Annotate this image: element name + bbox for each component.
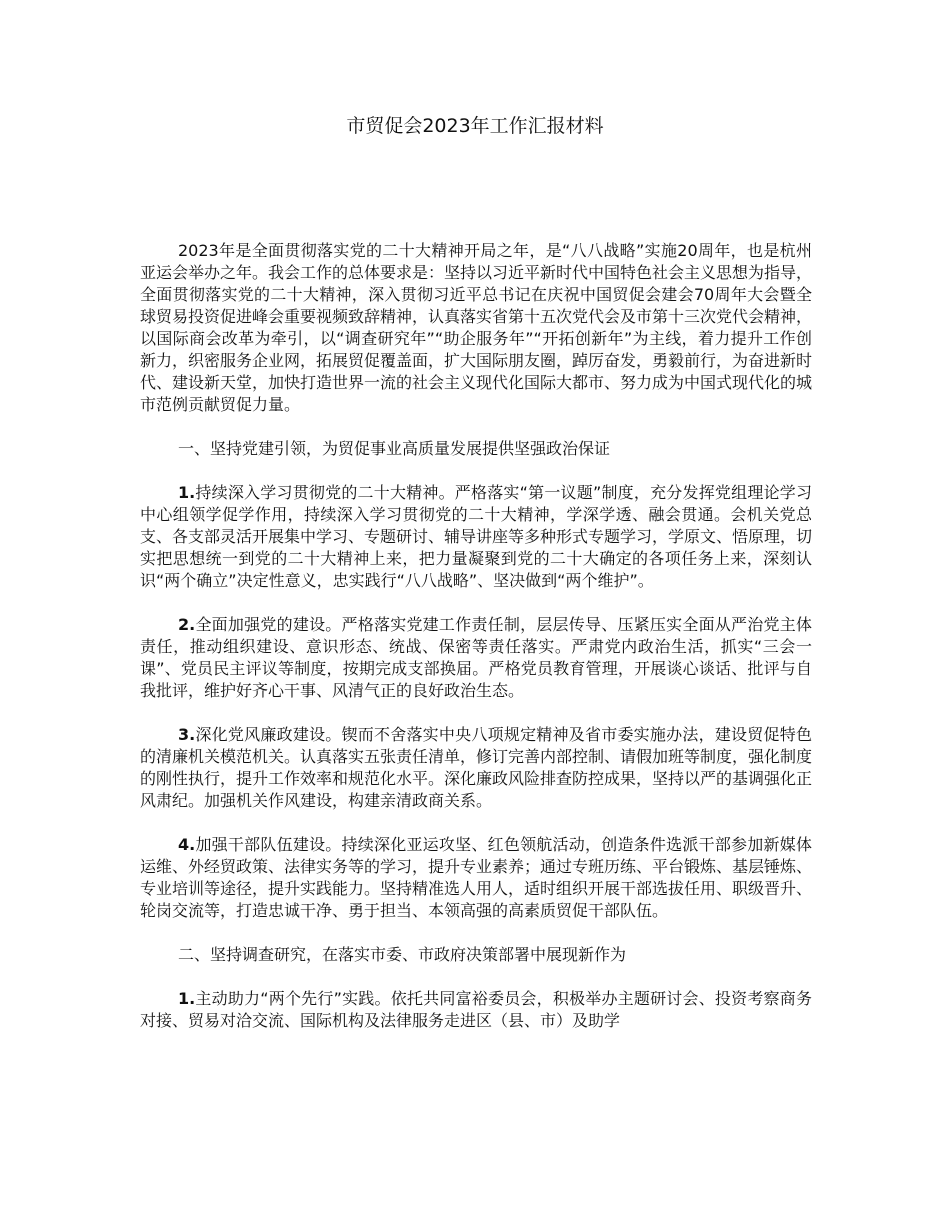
item-text: 全面加强党的建设。严格落实党建工作责任制，层层传导、压紧压实全面从严治党主体责任，推动组织建设、意识形态、统战、保密等责任落实。严肃党内政治生活，抓实“三会一课”、党员民主评议等制度，按期完成支部换届。严格党员教育管理，开展谈心谈话、批评与自我批评，维护好齐心干事、风清气正的良好政治生态。 (140, 615, 812, 700)
section-1-item-1 (140, 482, 812, 592)
section-1-item-4 (140, 834, 812, 922)
section-2-heading: 二、坚持调查研究，在落实市委、市政府决策部署中展现新作为 (178, 945, 627, 964)
document-body (140, 240, 812, 1054)
section-1-item-2 (140, 614, 812, 702)
item-text: 加强干部队伍建设。持续深化亚运攻坚、红色领航活动，创造条件选派干部参加新媒体运维、外经贸政策、法律实务等的学习，提升专业素养；通过专班历练、平台锻炼、基层锤炼、专业培训等途径，提升实践能力。坚持精准选人用人，适时组织开展干部选拔任用、职级晋升、轮岗交流等，打造忠诚干净、勇于担当、本领高强的高素质贸促干部队伍。 (140, 835, 813, 920)
section-2-item-1 (140, 988, 812, 1032)
item-number: 1. (178, 989, 196, 1008)
item-number: 2. (178, 615, 196, 634)
document-title: 市贸促会2023年工作汇报材料 (346, 115, 604, 137)
intro-paragraph: 2023年是全面贯彻落实党的二十大精神开局之年，是“八八战略”实施20周年，也是杭州亚运会举办之年。我会工作的总体要求是：坚持以习近平新时代中国特色社会主义思想为指导，全面贯彻落实党的二十大精神，深入贯彻习近平总书记在庆祝中国贸促会建会70周年大会暨全球贸易投资促进峰会重要视频致辞精神，认真落实省第十五次党代会及市第十三次党代会精神，以国际商会改革为牵引，以“调查研究年”“助企服务年”“开拓创新年”为主线，着力提升工作创新力，织密服务企业网，拓展贸促覆盖面，扩大国际朋友圈，踔厉奋发，勇毅前行，为奋进新时代、建设新天堂，加快打造世界一流的社会主义现代化国际大都市、努力成为中国式现代化的城市范例贡献贸促力量。 (140, 241, 813, 414)
item-text: 持续深入学习贯彻党的二十大精神。严格落实“第一议题”制度，充分发挥党组理论学习中心组领学促学作用，持续深入学习贯彻党的二十大精神，学深学透、融会贯通。会机关党总支、各支部灵活开展集中学习、专题研讨、辅导讲座等多种形式专题学习，学原文、悟原理，切实把思想统一到党的二十大精神上来，把力量凝聚到党的二十大确定的各项任务上来，深刻认识“两个确立”决定性意义，忠实践行“八八战略”、坚决做到“两个维护”。 (140, 483, 813, 590)
item-number: 1. (178, 483, 196, 502)
item-number: 4. (178, 835, 196, 854)
item-lead: 主动助力“两个先行”实践。 (195, 989, 391, 1008)
item-number: 3. (178, 725, 196, 744)
section-1-item-3 (140, 724, 812, 812)
item-text: 依托共同富裕委员会，积极举办主题研讨会、投资考察商务对接、贸易对洽交流、国际机构及法律服务走进区（县、市）及助学 (140, 989, 812, 1030)
item-text: 深化党风廉政建设。锲而不舍落实中央八项规定精神及省市委实施办法，建设贸促特色的清廉机关模范机关。认真落实五张责任清单，修订完善内部控制、请假加班等制度，强化制度的刚性执行，提升工作效率和规范化水平。深化廉政风险排查防控成果，坚持以严的基调强化正风肃纪。加强机关作风建设，构建亲清政商关系。 (140, 725, 813, 810)
section-1-heading: 一、坚持党建引领，为贸促事业高质量发展提供坚强政治保证 (178, 439, 611, 458)
